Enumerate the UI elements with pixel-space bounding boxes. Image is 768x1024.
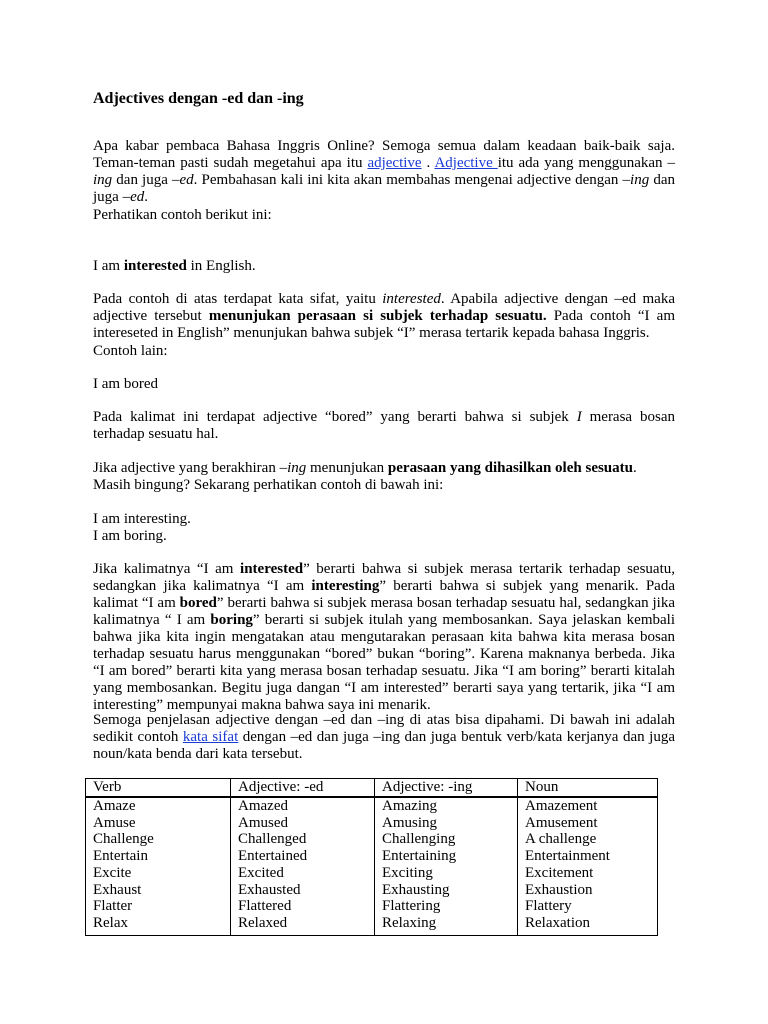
text: ” berarti bahwa si subjek merasa bosan terhadap sesuatu hal, sedangkan jika kalimatnya “ I am <box>93 595 675 628</box>
bold-text: interesting <box>311 578 380 594</box>
text: Pada kalimat ini terdapat adjective “bored” yang berarti bahwa si subjek <box>93 409 577 425</box>
text: ” berarti bahwa si subjek yang menarik. Pada kalimat “I am <box>93 578 675 611</box>
example-sentence-boring: I am boring. <box>93 528 167 544</box>
table-row <box>86 797 658 935</box>
bold-text: perasaan yang dihasilkan oleh sesuatu <box>387 460 633 476</box>
example-sentence-interesting: I am interesting. <box>93 511 191 527</box>
italic-text: ing <box>630 172 650 188</box>
document-title: Adjectives dengan -ed dan -ing <box>93 90 304 107</box>
italic-text: interested <box>382 291 441 307</box>
explanation-paragraph-ing <box>93 460 675 477</box>
text: ” berarti si subjek itulah yang membosankan. Saya jelaskan kembali bahwa jika kita ingin mengatakan atau mengutarakan perasaan kita bahwa kita merasa bosan terhadap sesuatu harus menggunakan “bored” bukan “boring”. Karena maknanya berbeda. Jika “I am bored” berarti kita yang merasa bosan terhadap sesuatu. Jika “I am boring” berarti kitalah yang membosankan. Begitu juga dangan “I am interested” berarti saya yang tertarik, jika “I am interesting” mempunyai makna bahwa saya ini menarik. <box>93 612 675 713</box>
text: . <box>633 460 637 476</box>
adjective-ed-cell: Amazed Amused Challenged Entertained Excited Exhausted Flattered Relaxed <box>231 797 375 935</box>
text: . <box>421 155 435 171</box>
verb-cell: Amaze Amuse Challenge Entertain Excite Exhaust Flatter Relax <box>86 797 231 935</box>
text: Jika kalimatnya “I am <box>93 561 241 577</box>
text: I am <box>93 258 124 274</box>
header-verb: Verb <box>86 779 231 798</box>
prompt-line: Masih bingung? Sekarang perhatikan contoh di bawah ini: <box>93 477 444 493</box>
header-noun: Noun <box>518 779 658 798</box>
bold-text: menunjukan perasaan si subjek terhadap sesuatu. <box>208 308 547 324</box>
text: menunjukan <box>306 460 388 476</box>
header-adjective-ed: Adjective: -ed <box>231 779 375 798</box>
example-sentence <box>93 258 675 275</box>
italic-text: ing <box>93 172 113 188</box>
text: . Apabila adjective dengan –ed maka adjective tersebut <box>93 291 675 324</box>
other-example-label: Contoh lain: <box>93 343 168 359</box>
text: . <box>144 189 148 205</box>
italic-text: ing <box>287 460 307 476</box>
example-sentence-bored: I am bored <box>93 376 158 392</box>
bold-text: interested <box>240 561 304 577</box>
text: ” berarti bahwa si subjek merasa tertarik terhadap sesuatu, sedangkan jika kalimatnya “I am <box>93 561 675 594</box>
text: merasa bosan terhadap sesuatu hal. <box>93 409 676 442</box>
comparison-paragraph <box>93 561 675 714</box>
text: Jika adjective yang berakhiran – <box>93 460 288 476</box>
noun-cell: Amazement Amusement A challenge Entertainment Excitement Exhaustion Flattery Relaxation <box>518 797 658 935</box>
instruction-line: Perhatikan contoh berikut ini: <box>93 207 272 223</box>
explanation-paragraph-bored <box>93 409 675 443</box>
explanation-paragraph-ed <box>93 291 675 342</box>
bold-text: bored <box>179 595 217 611</box>
text: dan juga – <box>112 172 180 188</box>
adjective-forms-table <box>85 778 658 936</box>
bold-text: interested <box>123 258 187 274</box>
text: itu ada yang menggunakan – <box>497 155 675 171</box>
intro-paragraph <box>93 138 675 206</box>
adjective-link[interactable]: adjective <box>367 155 422 171</box>
text: Semoga penjelasan adjective dengan –ed dan –ing di atas bisa dipahami. Di bawah ini adalah sedikit contoh <box>93 712 675 745</box>
text: . Pembahasan kali ini kita akan membahas mengenai adjective dengan – <box>193 172 631 188</box>
text: Pada contoh “I am intereseted in English” menunjukan bahwa subjek “I” merasa tertarik kepada bahasa Inggris. <box>93 308 675 341</box>
italic-text: I <box>576 409 582 425</box>
italic-text: ed <box>130 189 145 205</box>
text: dengan –ed dan juga –ing dan juga bentuk verb/kata kerjanya dan juga noun/kata benda dari kata tersebut. <box>93 729 675 762</box>
adjective-link-2[interactable]: Adjective <box>434 155 498 171</box>
text: in English. <box>186 258 256 274</box>
adjective-ing-cell: Amazing Amusing Challenging Entertaining Exciting Exhausting Flattering Relaxing <box>375 797 518 935</box>
table-header-row <box>86 779 658 798</box>
italic-text: ed <box>179 172 194 188</box>
adjective-forms-table-container <box>85 778 658 936</box>
text: Pada contoh di atas terdapat kata sifat, yaitu <box>93 291 383 307</box>
header-adjective-ing: Adjective: -ing <box>375 779 518 798</box>
closing-paragraph <box>93 712 675 763</box>
text: Apa kabar pembaca Bahasa Inggris Online? Semoga semua dalam keadaan baik-baik saja. Teman-teman pasti sudah megetahui apa itu <box>93 138 675 171</box>
bold-text: boring <box>210 612 253 628</box>
text: dan juga – <box>93 172 675 205</box>
kata-sifat-link[interactable]: kata sifat <box>182 729 239 745</box>
